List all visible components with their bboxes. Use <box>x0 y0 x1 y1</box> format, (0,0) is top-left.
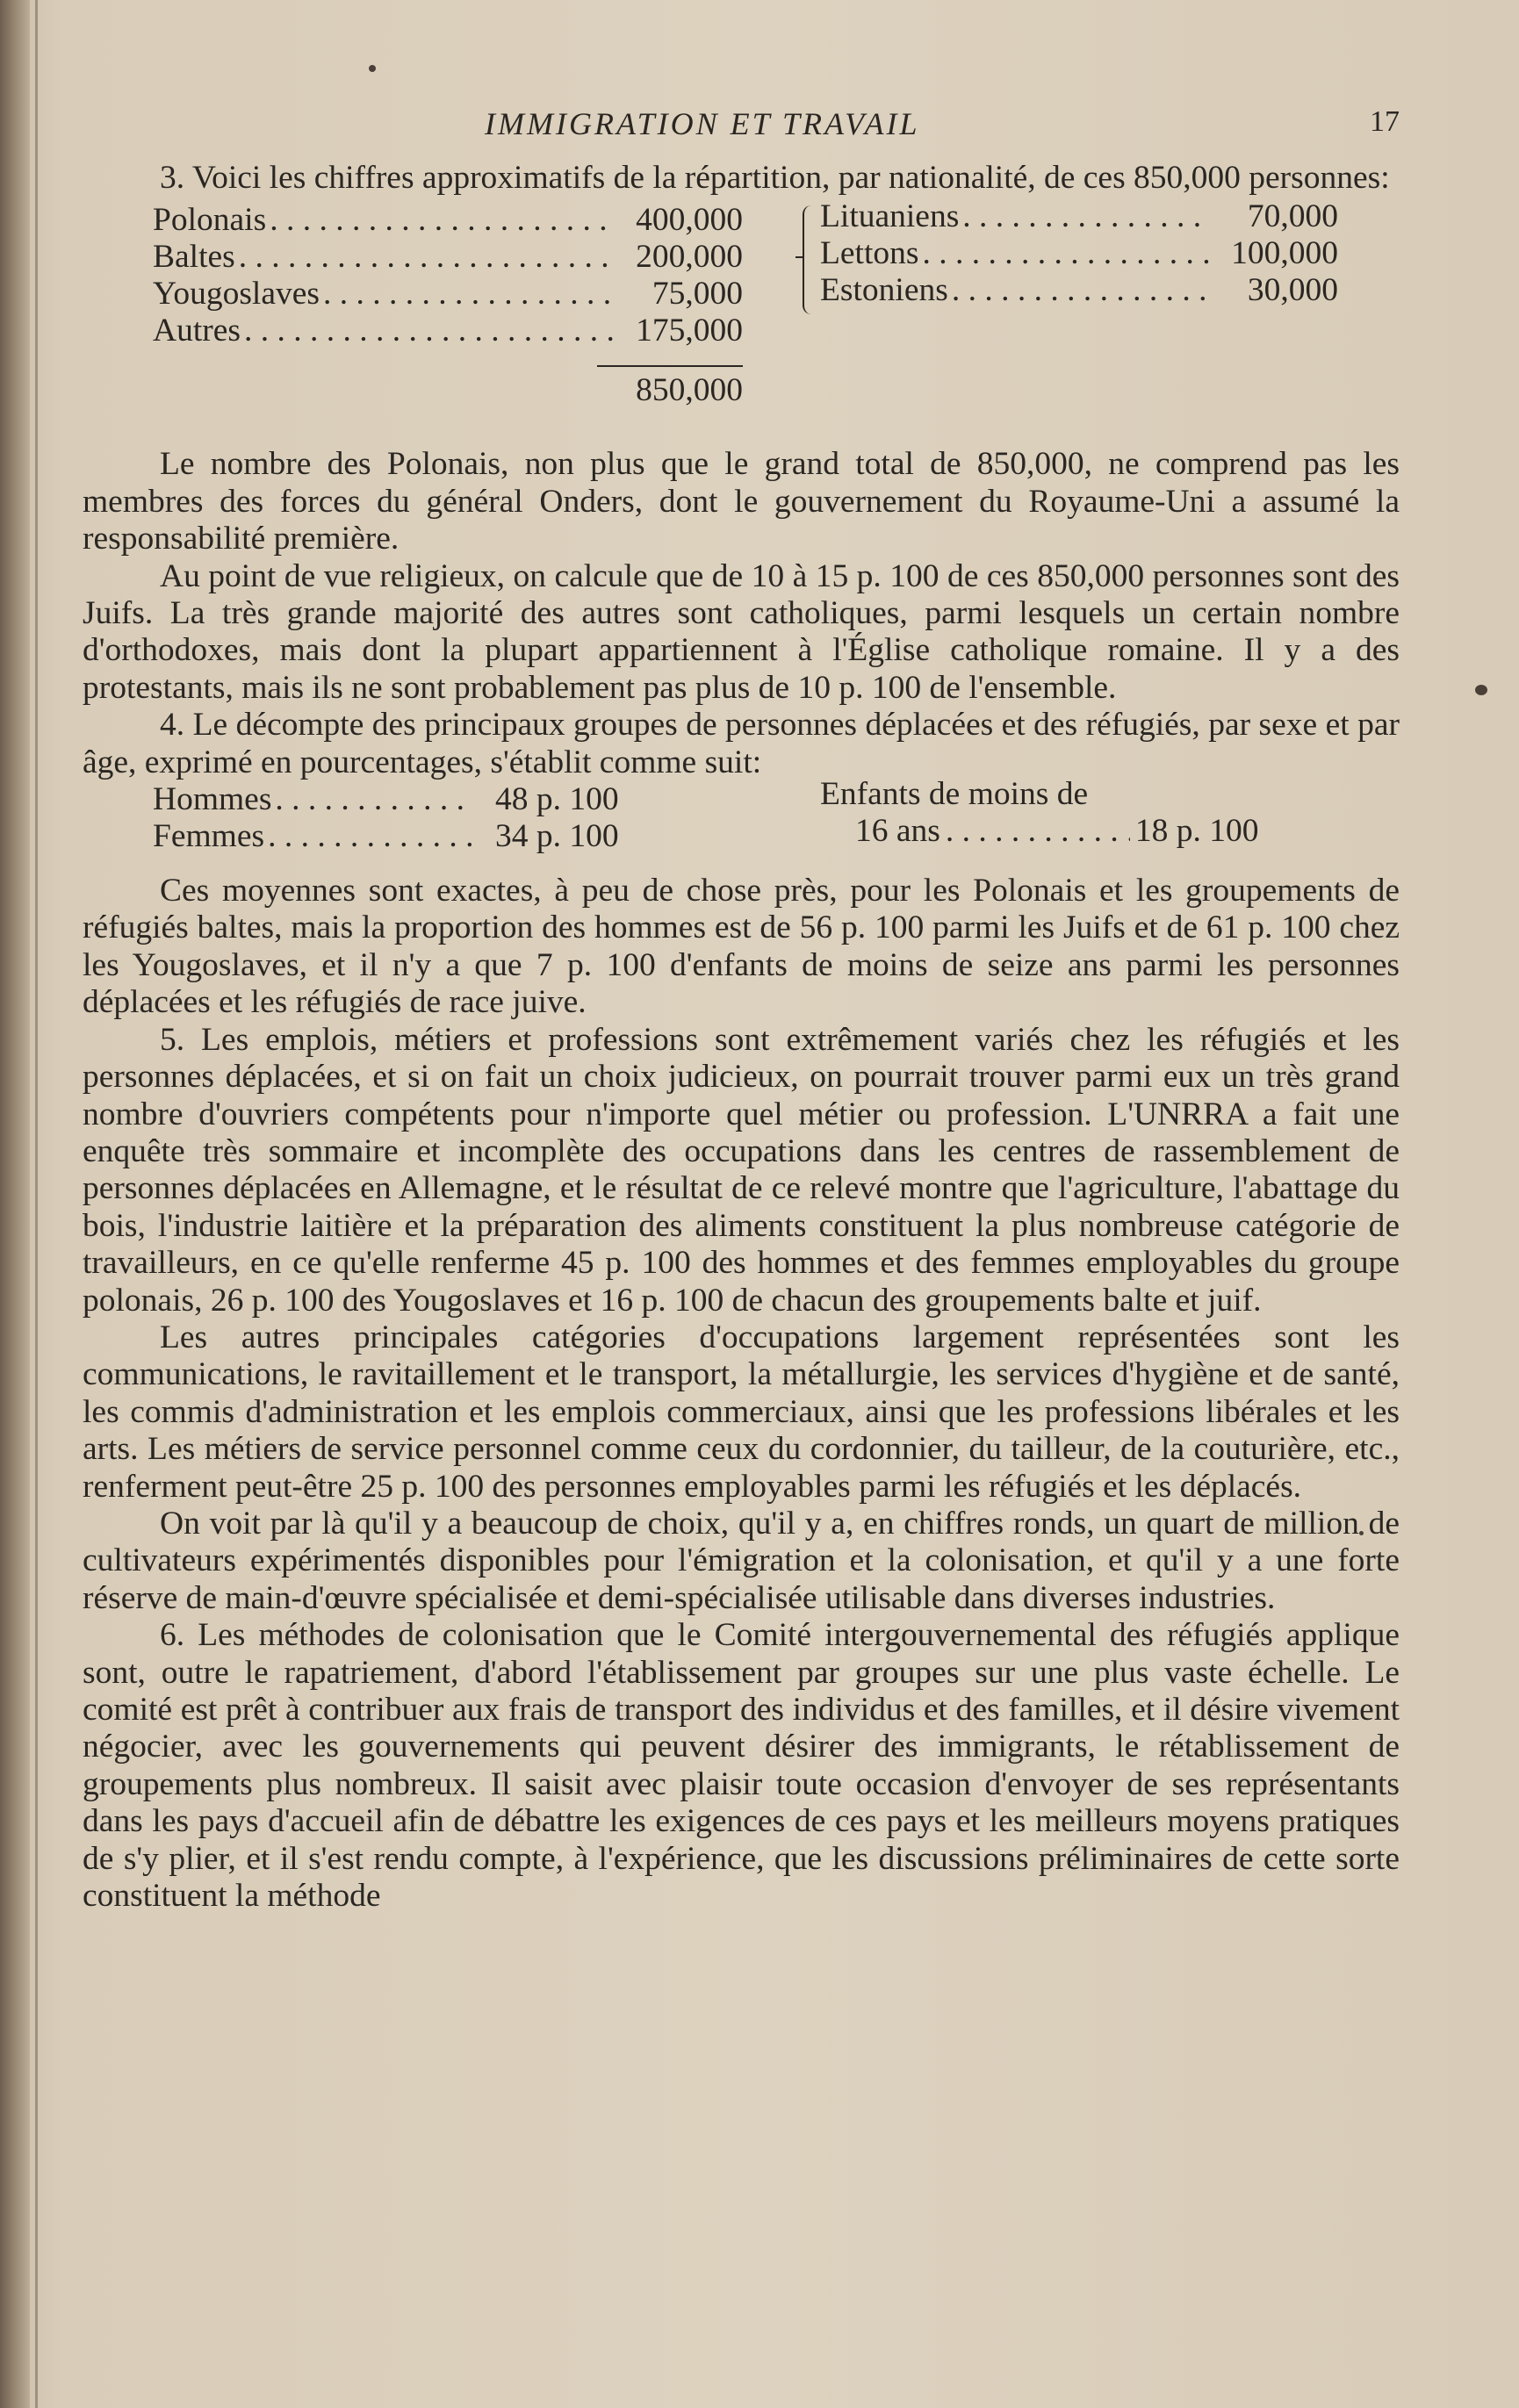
section-4-intro: 4. Le décompte des principaux groupes de personnes déplacées et des réfugiés, par sexe et par âge, exprimé en pourcentages, s'établit comme suit: <box>83 707 1400 780</box>
leader-dots <box>270 202 616 239</box>
baltic-row <box>820 198 1338 235</box>
paragraph-categories: Les autres principales catégories d'occupations largement représentées sont les communications, le ravitaillement et le transport, la métallurgie, les services d'hygiène et de santé, les commis d'administration et les emplois commerciaux, ainsi que les professions libérales et les arts. Les métiers de service personnel comme ceux du cordonnier, du tailleur, de la couturière, etc., renferment peut-être 25 p. 100 des personnes employables parmi les réfugiés et les déplacés. <box>83 1319 1400 1505</box>
paragraph-averages: Ces moyennes sont exactes, à peu de chose près, pour les Polonais et les groupements de réfugiés baltes, mais la proportion des hommes est de 56 p. 100 parmi les Juifs et de 61 p. 100 chez les Yougoslaves, et il n'y a que 7 p. 100 d'enfants de moins de seize ans parmi les personnes déplacées et les réfugiés de race juive. <box>83 873 1400 1021</box>
nationality-total: 850,000 <box>636 372 743 409</box>
section-6-paragraph: 6. Les méthodes de colonisation que le Comité intergouvernemental des réfugiés applique sont, outre le rapatriement, d'abord l'établissement par groupes sur une plus vaste échelle. Le comité est prêt à contribuer aux frais de transport des individus et des familles, et il désire vivement négocier, avec les gouvernements qui peuvent désirer des immigrants, le rétablissement de groupements plus nombreux. Il saisit avec plaisir toute occasion d'envoyer de ses représentants dans les pays d'accueil afin de débattre les exigences de ces pays et les meilleurs moyens pratiques de s'y plier, et il s'est rendu compte, à l'expérience, que les discussions préliminaires de cette sorte constituent la méthode <box>83 1617 1400 1915</box>
leader-dots <box>962 198 1212 235</box>
running-head: IMMIGRATION ET TRAVAIL <box>485 106 920 141</box>
sex-value: 34 p. 100 <box>495 818 619 855</box>
nationality-table <box>83 198 1400 446</box>
baltic-label: Estoniens <box>820 272 948 309</box>
baltic-label: Lituaniens <box>820 198 960 235</box>
book-binding <box>0 0 30 2408</box>
leader-dots <box>244 313 616 349</box>
nationality-label: Polonais <box>153 202 267 239</box>
nationality-main-list <box>153 202 743 409</box>
paper-speck <box>1475 685 1487 695</box>
leader-dots <box>952 272 1212 309</box>
leader-dots <box>275 781 474 818</box>
sex-age-table <box>83 776 1400 873</box>
nationality-label: Yougoslaves <box>153 276 320 313</box>
leader-dots <box>946 813 1130 850</box>
baltic-value: 70,000 <box>1247 198 1338 235</box>
paragraph-religion: Au point de vue religieux, on calcule que de 10 à 15 p. 100 de ces 850,000 personnes sont des Juifs. La très grande majorité des autres sont catholiques, parmi lesquels un certain nombre d'orthodoxes, mais dont la plupart appartiennent à l'Église catholique romaine. Il y a des protestants, mais ils ne sont probablement pas plus de 10 p. 100 de l'ensemble. <box>83 557 1400 706</box>
leader-dots <box>239 239 616 276</box>
sex-label: Femmes <box>153 818 265 855</box>
nationality-value: 400,000 <box>636 202 743 239</box>
baltic-label: Lettons <box>820 235 919 272</box>
brace <box>803 205 820 314</box>
leader-dots <box>268 818 474 855</box>
sex-value: 48 p. 100 <box>495 781 619 818</box>
children-label-line2: 16 ans <box>855 813 940 850</box>
nationality-row <box>153 202 743 239</box>
sex-row <box>153 781 662 818</box>
sum-rule <box>597 365 743 367</box>
nationality-label: Baltes <box>153 239 235 276</box>
page-body <box>83 98 1400 1915</box>
page-number: 17 <box>1370 105 1400 138</box>
nationality-row <box>153 276 743 313</box>
children-entry <box>820 776 1347 851</box>
baltic-row <box>820 235 1338 272</box>
paragraph-polonais: Le nombre des Polonais, non plus que le grand total de 850,000, ne comprend pas les membres des forces du général Onders, dont le gouvernement du Royaume-Uni a assumé la responsabilité première. <box>83 446 1400 557</box>
leader-dots <box>922 235 1212 272</box>
nationality-row <box>153 239 743 276</box>
children-value: 18 p. 100 <box>1134 813 1259 850</box>
binding-edge-line <box>35 0 38 2408</box>
nationality-value: 175,000 <box>636 313 743 349</box>
baltic-value: 100,000 <box>1231 235 1338 272</box>
baltic-row <box>820 272 1338 309</box>
sex-label: Hommes <box>153 781 272 818</box>
leader-dots <box>323 276 616 313</box>
nationality-row <box>153 313 743 349</box>
baltic-breakdown-list <box>820 198 1338 309</box>
paper-speck <box>369 65 376 72</box>
sex-list <box>153 781 662 855</box>
section-5-paragraph: 5. Les emplois, métiers et professions sont extrêmement variés chez les réfugiés et les personnes déplacées, et si on fait un choix judicieux, on pourrait trouver parmi eux un très grand nombre d'ouvriers compétents pour n'importe quel métier ou profession. L'UNRRA a fait une enquête très sommaire et incomplète des occupations dans les centres de rassemblement de personnes déplacées en Allemagne, et le résultat de ce relevé montre que l'agriculture, l'abattage du bois, l'industrie laitière et la préparation des aliments constituent la plus nombreuse catégorie de travailleurs, en ce qu'elle renferme 45 p. 100 des hommes et des femmes employables du groupe polonais, 26 p. 100 des Yougoslaves et 16 p. 100 de chacun des groupements balte et juif. <box>83 1021 1400 1319</box>
nationality-label: Autres <box>153 313 241 349</box>
section-3-intro: 3. Voici les chiffres approximatifs de la répartition, par nationalité, de ces 850,000 personnes: <box>160 160 1390 196</box>
page-header <box>83 98 1400 160</box>
sex-row <box>153 818 662 855</box>
paragraph-choice: On voit par là qu'il y a beaucoup de choix, qu'il y a, en chiffres ronds, un quart de million de cultivateurs expérimentés disponibles pour l'émigration et la colonisation, et qu'il y a une forte réserve de main-d'œuvre spécialisée et demi-spécialisée utilisable dans diverses industries. <box>83 1505 1400 1616</box>
children-label-line1: Enfants de moins de <box>820 776 1089 813</box>
baltic-value: 30,000 <box>1247 272 1338 309</box>
children-line2 <box>820 813 1347 850</box>
nationality-value: 200,000 <box>636 239 743 276</box>
brace-tip <box>795 256 804 258</box>
nationality-value: 75,000 <box>652 276 743 313</box>
